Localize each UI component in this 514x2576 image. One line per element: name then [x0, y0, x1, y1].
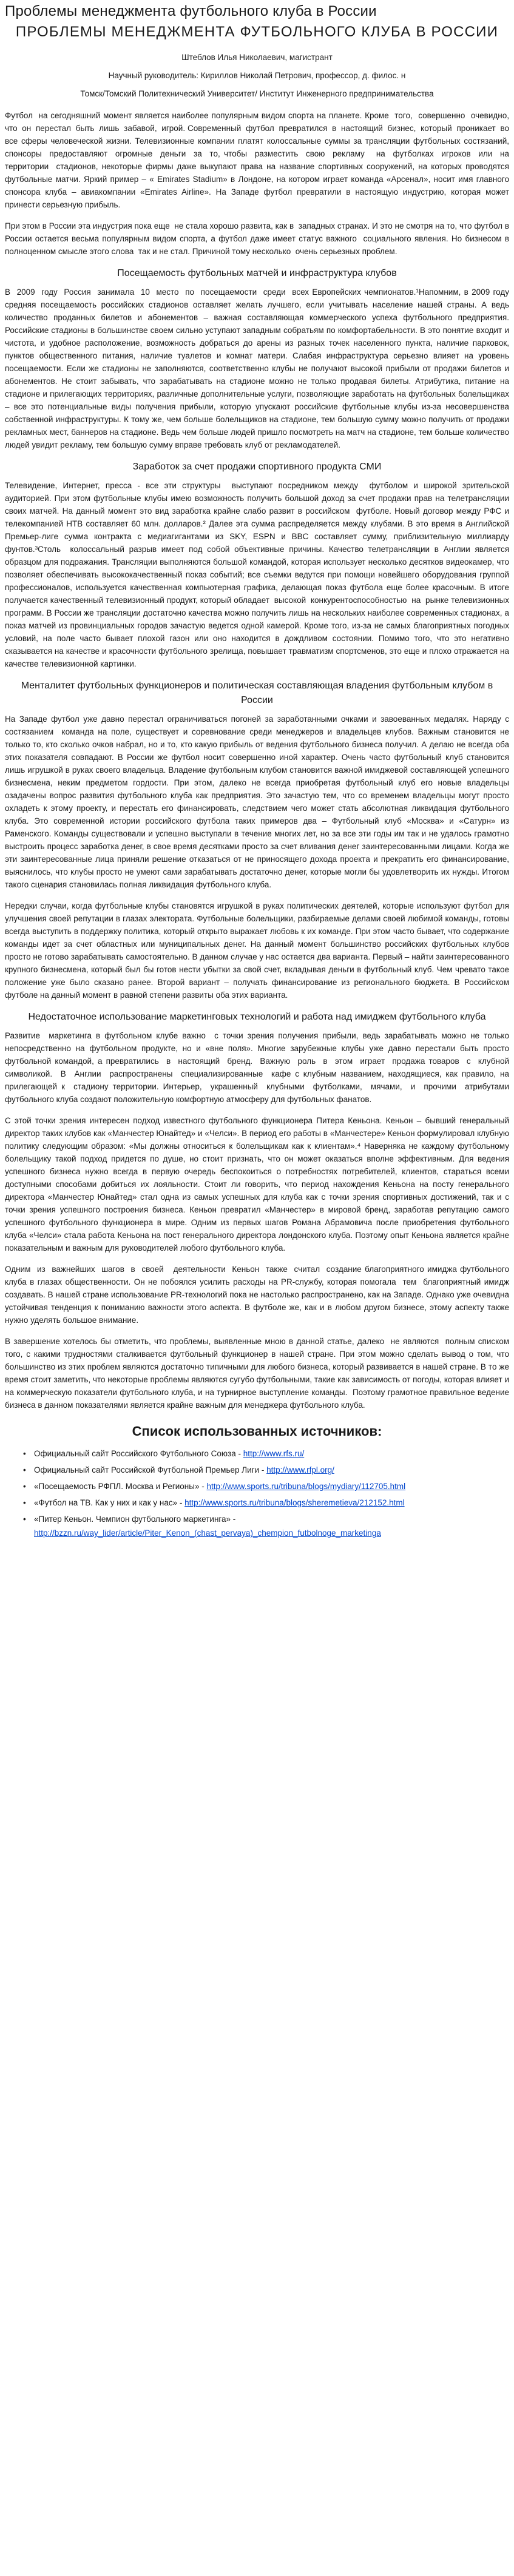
source-label: «Питер Кеньон. Чемпион футбольного маркетинга» -	[34, 1515, 236, 1524]
source-label: «Посещаемость РФПЛ. Москва и Регионы» -	[34, 1482, 207, 1491]
source-item	[34, 1447, 509, 1461]
affiliation-line: Томск/Томский Политехнический Университет/ Институт Инженерного предпринимательства	[80, 89, 434, 98]
section-heading: Заработок за счет продажи спортивного продукта СМИ	[132, 462, 382, 472]
source-link[interactable]: http://www.sports.ru/tribuna/blogs/sheremetieva/212152.html	[184, 1498, 405, 1507]
paragraph: При этом в России эта индустрия пока еще не стала хорошо развита, как в западных странах. И это не смотря на то, что футбол в России остается весьма популярным видом спорта, а футбол даже имеет статус важного социального явления. Но бизнесом в полноценном смысле этого слова так и не стал. Причиной тому несколько очень серьезных проблем.	[5, 221, 512, 256]
paragraph: Одним из важнейших шагов в своей деятельности Кеньон также считал создание благоприятного имиджа футбольного клуба в глазах общественности. Он не побоялся усилить расходы на PR-службу, которая помогала тем благоприятный имидж создавать. В нашей стране использование PR-технологий пока не настолько распространено, как на Западе. Однако уже очевидна устойчивая тенденция к пониманию важности этого аспекта. В футболе же, как и в любом другом бизнесе, этому аспекту также нужно уделять большое внимание.	[5, 1265, 512, 1325]
source-link[interactable]: http://www.sports.ru/tribuna/blogs/mydiary/112705.html	[206, 1482, 406, 1491]
paragraph: В 2009 году Россия занимала 10 место по посещаемости среди всех Европейских чемпионатов.¹Напомним, в 2009 году средняя посещаемость российских стадионов оставляет желать лучшего, если учитывать население нашей страны. А ведь количество проданных билетов и абонементов – важная составляющая коммерческого успеха футбольного предприятия. Российские стадионы в большинстве своем сильно уступают западным собратьям по комфортабельности. В это понятие входит и чистота, и удобное расположение, возможность добраться до арены из разных точек населенного пункта, наличие парковок, пунктов общественного питания, наличие туалетов и комнат матери. Слабая инфраструктура серьезно влияет на уровень посещаемости. Если же стадионы не заполняются, соответственно клубы не получают высокой прибыли от продажи билетов и абонементов. Не стоит забывать, что зарабатывать на стадионе можно не только продавая билеты. Атрибутика, питание на стадионе и прилегающих территориях, различные дополнительные услуги, позволяющие заработать на футбольных болельщиках – все это потенциальные виды получения прибыли, которую упускают российские футбольные клубы из-за несовершенства собственной инфраструктуры. К тому же, чем больше болельщиков на стадионе, тем большую сумму можно получить от продажи рекламных мест, баннеров на стадионе. Ведь чем больше людей пришло посмотреть на матч на стадионе, тем больше количество людей увидит рекламу, тем большую сумму вправе требовать клуб от рекламодателей.	[5, 288, 512, 449]
source-label: Официальный сайт Российского Футбольного Союза -	[34, 1449, 243, 1458]
paragraph: С этой точки зрения интересен подход известного футбольного функционера Питера Кеньона. Кеньон – бывший генеральный директор таких клубов как «Манчестер Юнайтед» и «Челси». В период его работы в «Манчестере» Кеньон формулировал клубную политику следующим образом: «Мы должны относиться к болельщикам как к клиентам».⁴ Наверняка не каждому футбольному болельщику такой подход придется по душе, но стоит признать, что он может оказаться вполне эффективным. Для ведения успешного бизнеса нужно всегда в первую очередь беспокоиться о потребностях потребителей, клиентов, стараться всеми доступными способами добиться их лояльности. Стоит ли говорить, что период нахождения Кеньона на посту генерального директора «Манчестер Юнайтед» стал одна из самых успешных для клуба как с точки зрения спортивных достижений, так и с точки зрения успешного построения бизнеса. Кеньон превратил «Манчестер» в мировой бренд, заработав репутацию самого успешного футбольного функционера в мире. Одним из первых шагов Романа Абрамовича после приобретения футбольного клуба «Челси» стала работа Кеньона на пост генерального директора лондонского клуба. Поэтому опыт Кеньона является крайне показательным и важным для руководителей любого футбольного клуба.	[5, 1116, 514, 1253]
document-title: Проблемы менеджмента футбольного клуба в России	[5, 3, 377, 19]
source-link[interactable]: http://www.rfs.ru/	[243, 1449, 305, 1458]
sources-list	[5, 1447, 509, 1540]
section-heading: Посещаемость футбольных матчей и инфраструктура клубов	[117, 268, 397, 278]
paragraph: На Западе футбол уже давно перестал ограничиваться погоней за заработанными очками и завоеванных медалях. Наряду с состязанием команда на поле, существует и соревнование среди менеджеров и владельцев клубов. Важным становится не только то, кто сколько очков набрал, но и то, кто какую прибыль от ведения футбольного бизнеса получил. А делаю не всегда оба этих показателя совпадают. В России же футбол носит совершенно иной характер. Очень часто футбольный клуб становится лишь игрушкой в руках своего владельца. Владение футбольным клубом становится важной имиджевой составляющей успешного бизнесмена, неким предметом гордости. При этом, далеко не всегда приобретая футбольный клуб его новые владельцы озадачены вопрос развития футбольного клуба как предприятия. Это зачастую тем, что со временем владельцы могут просто охладеть к этому проекту, и перестать его финансировать, следствием чего может стать абсолютная ликвидация футбольного клуба. Это современной истории российского футбола таких примеров два – Футбольный клуб «Москва» и «Сатурн» из Раменского. Команды существовали и успешно выступали в течение многих лет, но за все эти годы им так и не удалось грамотно выстроить процесс заработка денег, в свое время десятками просто за счет вливания денег заинтересованными лицами. Когда же эти заинтересованные лица приняли решение отказаться от не приносящего дохода проекта и прекратить его финансирование, выяснилось, что клубы просто не умеют сами зарабатывать достаточно денег, которые могли бы удовлетворить их нужды. Итогом такого сценария становилась полная ликвидация футбольного клуба.	[5, 715, 514, 889]
paragraph: В завершение хотелось бы отметить, что проблемы, выявленные мною в данной статье, далеко не являются полным списком того, с какими трудностями сталкивается футбольный функционер в нашей стране. При этом можно сделать вывод о том, что большинство из этих проблем являются достаточно типичными для любого бизнеса, который развивается в нашей стране. В то же время стоит заметить, что некоторые проблемы являются сугубо футбольными, такие как зависимость от погоды, которая влияет и на коммерческую показатели футбольного клуба, и на турнирное выступление команды. Поэтому грамотное правильное ведение бизнеса в данном показателями является крайне важным для менеджера футбольного клуба.	[5, 1337, 512, 1410]
source-item	[34, 1512, 509, 1540]
source-item	[34, 1479, 509, 1493]
advisor-line: Научный руководитель: Кириллов Николай Петрович, профессор, д. филос. н	[108, 71, 406, 80]
article-title-upper: ПРОБЛЕМЫ МЕНЕДЖМЕНТА ФУТБОЛЬНОГО КЛУБА В РОССИИ	[15, 24, 499, 40]
source-link[interactable]: http://bzzn.ru/way_lider/article/Piter_Kenon_(chast_pervaya)_chempion_futbolnoge_marketinga	[34, 1528, 381, 1538]
section-heading: Недостаточное использование маркетинговых технологий и работа над имиджем футбольного клуба	[28, 1012, 486, 1022]
source-item	[34, 1496, 509, 1510]
paragraph: Телевидение, Интернет, пресса - все эти структуры выступают посредником между футболом и широкой зрительской аудиторией. При этом футбольные клубы имею возможность получить большой доход за счет продажи прав на телетрансляции своих матчей. На данный момент это вид заработка крайне слабо развит в российском футболе. Новый договор между РФС и телекомпанией НТВ составляет 60 млн. долларов.² Далее эта сумма распределяется между клубами. В это время в Английской Премьер-лиге сумма контракта с медиагигантами из SKY, ESPN и BBC составляет сумму, приблизительную миллиарду фунтов.³Столь колоссальный разрыв имеет под собой объективные причины. Качество телетрансляции в Англии является образцом для подражания. Трансляции выполняются большой командой, которая использует несколько десятков видеокамер, что позволяет обеспечивать высококачественный показ событий; все съемки ведутся при помощи новейшего оборудования группой профессионалов, используется качественная компьютерная графика, делающая показ футбола еще более красочным. В итоге получается качественный телевизионный продукт, который обладает высокой конкурентоспособностью на рынке телевизионных программ. В России же трансляции достаточно качества можно получить лишь на нескольких наиболее современных стадионах, а показ матчей из провинциальных городов зачастую ведется одной камерой. Кроме того, из-за не самых благоприятных погодных условий, на поле часто бывает плохой газон или оно находится в дождливом состоянии. Помимо того, что это негативно сказывается на качестве и красочности футбольного зрелища, повышает травматизм спортсменов, это еще и плохо отражается на качестве телевизионной картинки.	[5, 481, 514, 668]
sources-title: Список использованных источников:	[132, 1424, 382, 1439]
paragraph: Нередки случаи, когда футбольные клубы становятся игрушкой в руках политических деятелей, которые используют футбол для улучшения своей репутации в глазах электората. Футбольные болельщики, разбираемые делами своей любимой команды, готовы всегда выступить в поддержку политика, который открыто выражает любовь к их команде. При этом часто бывает, что содержание команды идет за счет областных или муниципальных денег. На данный момент большинство российских футбольных клубов просто не готово зарабатывать самостоятельно. В данном случае у нас остается два варианта. Первый – найти заинтересованного крупного бизнесмена, который был бы готов нести убытки за свой счет, вкладывая деньги в футбольный клуб. Чем чревато такое положение уже было сказано ранее. Второй вариант – получать финансирование из регионального бюджета. В Российском футболе на данный момент в равной степени развиты оба этих варианта.	[5, 901, 512, 1000]
source-item	[34, 1463, 509, 1477]
section-heading: Менталитет футбольных функционеров и политическая составляющая владения футбольным клубом в России	[21, 681, 493, 705]
source-link[interactable]: http://www.rfpl.org/	[266, 1465, 334, 1475]
source-label: Официальный сайт Российской Футбольной Премьер Лиги -	[34, 1465, 267, 1475]
paragraph: Развитие маркетинга в футбольном клубе важно с точки зрения получения прибыли, ведь зарабатывать можно не только непосредственно на футбольном продукте, но и «вне поля». Многие зарубежные клубы уже давно перестали быть просто футбольной командой, а превратились в настоящий бренд. Важную роль в этом играет продажа товаров с клубной символикой. В Англии распространены специализированные кафе с клубным названием, находящиеся, как правило, на прилегающей к стадиону территории. Интерьер, украшенный клубными футболками, мячами, и прочими атрибутами футбольного клуба создают положительную комфортную атмосферу для футбольных фанатов.	[5, 1031, 514, 1104]
paragraph: Футбол на сегодняшний момент является наиболее популярным видом спорта на планете. Кроме того, совершенно очевидно, что он перестал быть лишь забавой, игрой. Современный футбол превратился в настоящий бизнес, который проникает во все сферы человеческой жизни. Телевизионные компании платят колоссальные суммы за трансляции футбольных состязаний, спонсоры предоставляют огромные деньги за то, чтобы разместить свою рекламу на футболках игроков или на территории стадионов, некоторые фирмы даже выкупают права на название спортивных сооружений, на которых проводятся футбольные матчи. Яркий пример – « Emirates Stadium» в Лондоне, на котором играет команда «Арсенал», носит имя главного спонсора клуба – авиакомпании «Emirates Airline». На Западе футбол превратили в настоящую индустрию, которая может принести серьезную прибыль.	[5, 111, 514, 209]
author-line: Штеблов Илья Николаевич, магистрант	[181, 53, 333, 62]
article-body	[5, 109, 514, 1411]
source-label: «Футбол на ТВ. Как у них и как у нас» -	[34, 1498, 185, 1507]
